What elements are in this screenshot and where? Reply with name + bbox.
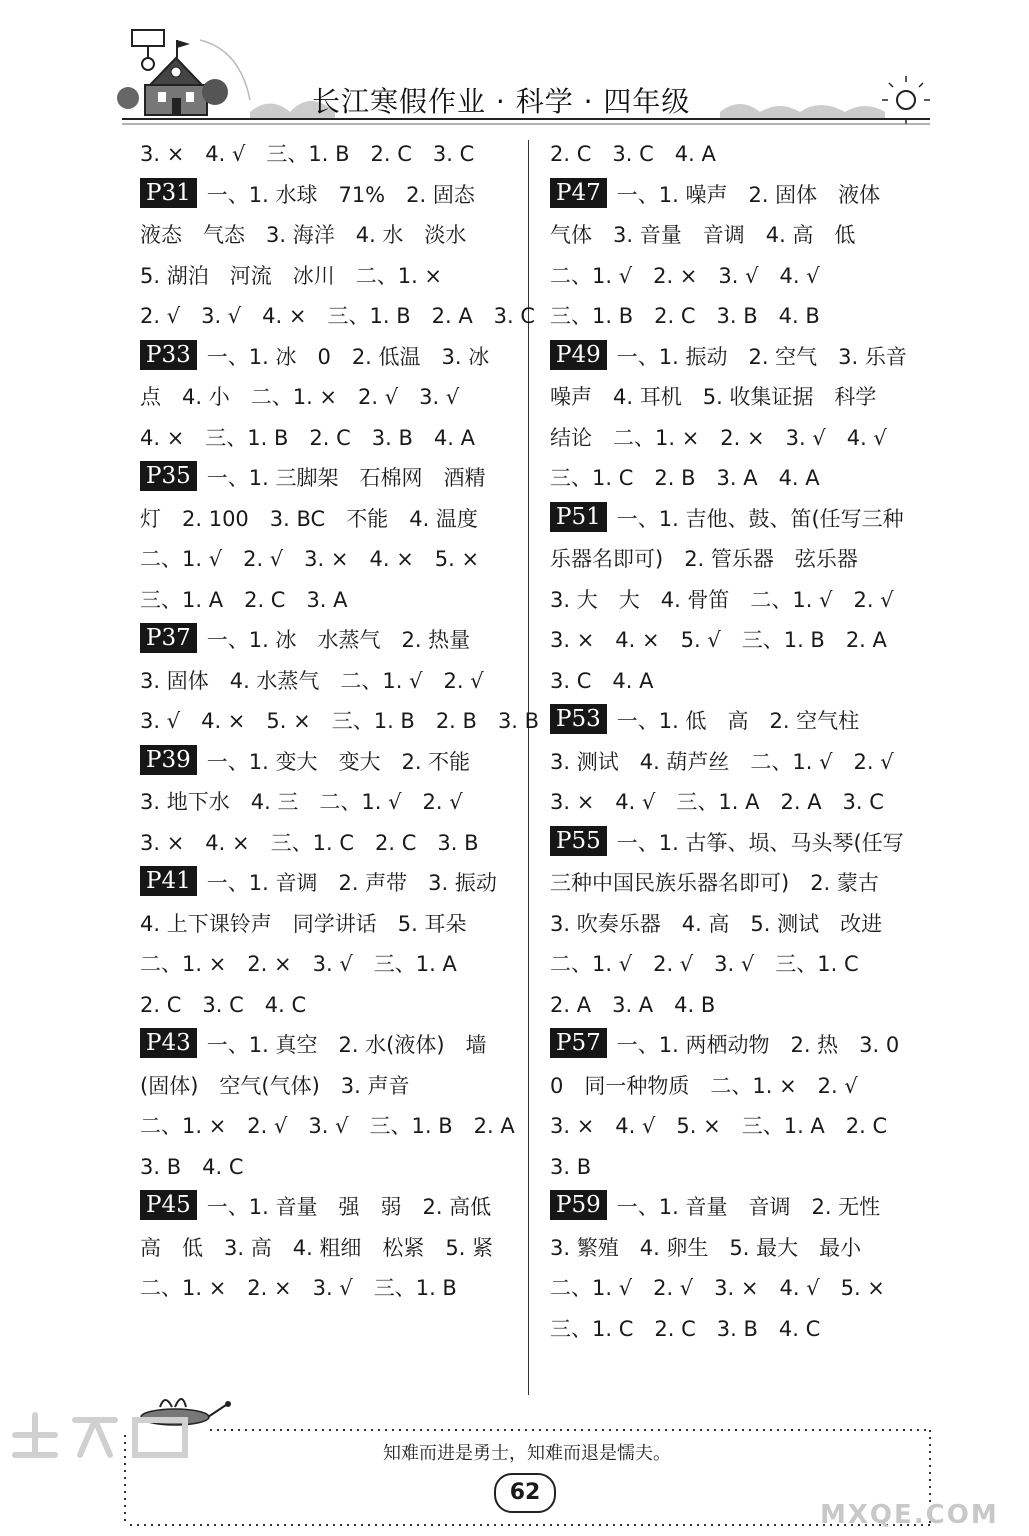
answer-text: 2. A 3. A 4. B — [550, 992, 716, 1017]
answer-text: 0 同一种物质 二、1. × 2. √ — [550, 1073, 858, 1098]
answer-text: 点 4. 小 二、1. × 2. √ 3. √ — [140, 385, 460, 409]
answer-text: 3. B 4. C — [140, 1154, 244, 1179]
answer-line — [550, 296, 920, 337]
answer-text: 3. × 4. √ 三、1. A 2. A 3. C — [550, 790, 884, 814]
tree-icon — [202, 79, 228, 105]
page-ref-badge: P37 — [140, 623, 197, 653]
answer-text: 二、1. × 2. × 3. √ 三、1. B — [140, 1276, 457, 1300]
page-ref-badge: P43 — [140, 1028, 197, 1058]
page-footer — [0, 1395, 1029, 1536]
page-ref-badge: P47 — [550, 178, 607, 208]
answer-line — [140, 782, 510, 823]
answer-line — [550, 539, 920, 580]
answer-line — [140, 985, 510, 1026]
answer-line — [550, 458, 920, 499]
answer-text: 3. 大 大 4. 骨笛 二、1. √ 2. √ — [550, 587, 894, 612]
answer-line — [550, 1309, 920, 1350]
answer-line — [140, 580, 510, 621]
answer-line — [550, 1187, 920, 1228]
answer-text: 3. C 4. A — [550, 668, 654, 693]
answer-line — [140, 499, 510, 540]
page-ref-badge: P55 — [550, 826, 607, 856]
answer-text: 乐器名即可) 2. 管乐器 弦乐器 — [550, 547, 858, 571]
answer-line — [550, 944, 920, 985]
answer-line — [550, 418, 920, 459]
answer-text: 一、1. 冰 水蒸气 2. 热量 — [206, 628, 471, 652]
answer-line — [140, 742, 510, 783]
answer-line — [140, 823, 510, 864]
answer-line — [140, 620, 510, 661]
answer-text: 二、1. √ 2. √ 3. × 4. √ 5. × — [550, 1276, 885, 1300]
footer-motto: 知难而进是勇士，知难而退是懦夫。 — [383, 1443, 671, 1464]
page-ref-badge: P39 — [140, 745, 197, 775]
answer-text: 气体 3. 音量 音调 4. 高 低 — [550, 223, 856, 247]
answer-text: 3. 固体 4. 水蒸气 二、1. √ 2. √ — [140, 668, 484, 693]
answer-line — [550, 377, 920, 418]
page-header — [0, 0, 1029, 140]
answer-text: 一、1. 冰 0 2. 低温 3. 冰 — [206, 344, 490, 369]
answer-line — [140, 661, 510, 702]
answer-line — [140, 1187, 510, 1228]
answer-line — [140, 701, 540, 742]
answer-text: 一、1. 三脚架 石棉网 酒精 — [206, 466, 486, 490]
answer-line — [140, 944, 510, 985]
answer-text: 5. 湖泊 河流 冰川 二、1. × — [140, 263, 443, 288]
answer-text: 一、1. 水球 71% 2. 固态 — [206, 182, 475, 207]
column-divider — [528, 140, 529, 1395]
page-ref-badge: P57 — [550, 1028, 607, 1058]
answer-text: 一、1. 音量 音调 2. 无性 — [616, 1195, 881, 1219]
answer-line — [550, 863, 920, 904]
answer-text: 4. × 三、1. B 2. C 3. B 4. A — [140, 425, 475, 450]
answer-text: 三、1. C 2. C 3. B 4. C — [550, 1316, 821, 1341]
answer-line — [550, 1106, 920, 1147]
answer-text: 三种中国民族乐器名即可) 2. 蒙古 — [550, 871, 879, 895]
page-ref-badge: P45 — [140, 1190, 197, 1220]
answer-line — [550, 661, 920, 702]
answer-text: 一、1. 古筝、埙、马头琴(任写 — [616, 830, 904, 855]
answer-text: 3. × 4. × 三、1. C 2. C 3. B — [140, 830, 479, 855]
answer-text: 一、1. 噪声 2. 固体 液体 — [616, 182, 881, 207]
answer-text: 一、1. 真空 2. 水(液体) 墙 — [206, 1033, 487, 1057]
answer-text: 2. C 3. C 4. A — [550, 142, 716, 166]
answer-line — [550, 823, 920, 864]
answer-line — [550, 499, 920, 540]
answer-text: 3. 吹奏乐器 4. 高 5. 测试 改进 — [550, 911, 883, 936]
answer-text: 三、1. C 2. B 3. A 4. A — [550, 466, 820, 490]
answer-text: 3. × 4. × 5. √ 三、1. B 2. A — [550, 628, 887, 652]
page-title: 长江寒假作业 · 科学 · 四年级 — [312, 85, 691, 118]
school-sign-icon — [132, 30, 164, 46]
answer-text: 一、1. 吉他、鼓、笛(任写三种 — [616, 506, 904, 531]
answer-text: 二、1. √ 2. √ 3. × 4. × 5. × — [140, 547, 480, 571]
answer-line — [550, 1066, 920, 1107]
answer-line — [550, 620, 920, 661]
answer-line — [140, 377, 510, 418]
answer-text: 二、1. √ 2. × 3. √ 4. √ — [550, 263, 820, 288]
answer-line — [550, 215, 920, 256]
answer-line — [550, 782, 920, 823]
sun-icon — [897, 91, 915, 109]
answer-line — [550, 134, 920, 175]
answer-line — [140, 458, 510, 499]
answer-text: 4. 上下课铃声 同学讲话 5. 耳朵 — [140, 911, 467, 936]
answer-text: 2. √ 3. √ 4. × 三、1. B 2. A 3. C — [140, 304, 536, 328]
page-ref-badge: P49 — [550, 340, 607, 370]
answer-text: 一、1. 音量 强 弱 2. 高低 — [206, 1195, 492, 1219]
page-ref-badge: P41 — [140, 866, 197, 896]
answer-line — [550, 904, 920, 945]
answer-text: 三、1. A 2. C 3. A — [140, 587, 348, 612]
answer-line — [140, 1106, 515, 1147]
answer-line — [550, 1147, 920, 1188]
answer-text: 一、1. 音调 2. 声带 3. 振动 — [206, 871, 497, 895]
page-ref-badge: P33 — [140, 340, 197, 370]
answers-right-column — [550, 134, 920, 1349]
answer-text: 3. × 4. √ 5. × 三、1. A 2. C — [550, 1114, 888, 1138]
answer-text: 3. 繁殖 4. 卵生 5. 最大 最小 — [550, 1235, 862, 1260]
watermark-text: MXQE.COM — [820, 1500, 999, 1530]
answer-text: 结论 二、1. × 2. × 3. √ 4. √ — [550, 425, 887, 450]
answer-text: 高 低 3. 高 4. 粗细 松紧 5. 紧 — [140, 1235, 494, 1260]
answer-text: 3. √ 4. × 5. × 三、1. B 2. B 3. B — [140, 709, 540, 733]
answer-line — [140, 215, 510, 256]
answer-line — [140, 134, 510, 175]
flag-icon — [177, 40, 190, 48]
answer-line — [140, 539, 510, 580]
answer-text: 一、1. 变大 变大 2. 不能 — [206, 749, 471, 774]
page-ref-badge: P53 — [550, 704, 607, 734]
answer-line — [550, 580, 920, 621]
answer-line — [550, 701, 920, 742]
answer-line — [140, 1025, 510, 1066]
answer-text: 3. × 4. √ 三、1. B 2. C 3. C — [140, 142, 475, 166]
answer-line — [140, 337, 510, 378]
answer-line — [550, 985, 920, 1026]
page-ref-badge: P35 — [140, 461, 197, 491]
answer-text: 一、1. 低 高 2. 空气柱 — [616, 709, 860, 733]
answer-text: 灯 2. 100 3. BC 不能 4. 温度 — [140, 506, 478, 531]
answer-line — [550, 1025, 920, 1066]
answer-text: 2. C 3. C 4. C — [140, 992, 307, 1017]
answer-text: 二、1. × 2. √ 3. √ 三、1. B 2. A — [140, 1114, 515, 1138]
watermark-logo — [0, 1395, 210, 1487]
answer-text: 二、1. × 2. × 3. √ 三、1. A — [140, 952, 457, 976]
answer-text: (固体) 空气(气体) 3. 声音 — [140, 1073, 410, 1098]
answer-line — [140, 1268, 510, 1309]
answer-line — [550, 1228, 920, 1269]
page-number: 62 — [494, 1473, 556, 1513]
answer-text: 二、1. √ 2. √ 3. √ 三、1. C — [550, 952, 859, 976]
answer-line — [550, 175, 920, 216]
answer-text: 3. 地下水 4. 三 二、1. √ 2. √ — [140, 790, 463, 814]
answer-line — [140, 1147, 510, 1188]
answer-line — [550, 742, 920, 783]
page-ref-badge: P51 — [550, 502, 607, 532]
answer-line — [550, 256, 920, 297]
answers-left-column — [140, 134, 540, 1309]
answer-line — [140, 1066, 510, 1107]
answer-text: 液态 气态 3. 海洋 4. 水 淡水 — [140, 223, 467, 247]
answer-line — [140, 296, 536, 337]
answer-text: 一、1. 振动 2. 空气 3. 乐音 — [616, 344, 907, 369]
answer-line — [550, 1268, 920, 1309]
answer-line — [140, 904, 510, 945]
page-ref-badge: P59 — [550, 1190, 607, 1220]
answer-text: 3. 测试 4. 葫芦丝 二、1. √ 2. √ — [550, 749, 894, 774]
answer-text: 3. B — [550, 1154, 592, 1179]
page-ref-badge: P31 — [140, 178, 197, 208]
answer-line — [140, 256, 510, 297]
answer-line — [140, 175, 510, 216]
answer-text: 三、1. B 2. C 3. B 4. B — [550, 304, 820, 328]
answer-line — [550, 337, 920, 378]
tree-icon-2 — [117, 87, 139, 109]
answer-line — [140, 863, 510, 904]
answer-text: 一、1. 两栖动物 2. 热 3. 0 — [616, 1033, 900, 1057]
answer-text: 噪声 4. 耳机 5. 收集证据 科学 — [550, 385, 877, 409]
answer-line — [140, 418, 510, 459]
answer-line — [140, 1228, 510, 1269]
